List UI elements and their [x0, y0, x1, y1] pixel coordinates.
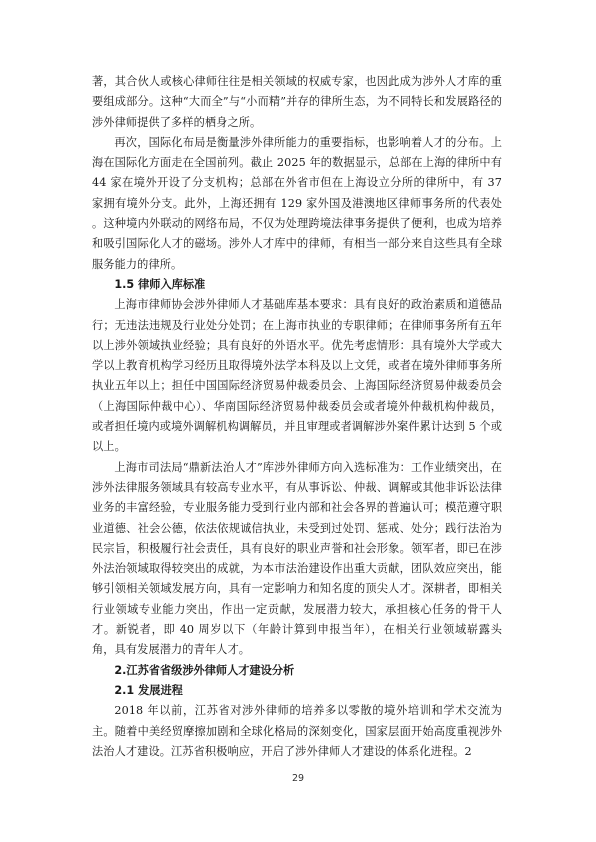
- section-heading-2: 2.江苏省省级涉外律师人才建设分析: [114, 663, 295, 677]
- document-body: [92, 72, 502, 762]
- paragraph-3: 上海市律师协会涉外律师人才基础库基本要求：具有良好的政治素质和道德品行；无违法违规及行业处分处罚；在上海市执业的专职律师；在律师事务所有五年以上涉外领域执业经验；具有良好的外语水平。优先考虑情形：具有境外大学或大学以上教育机构学习经历且取得境外法学本科及以上文凭，或者在境外律师事务所执业五年以上；担任中国国际经济贸易仲裁委员会、上海国际经济贸易仲裁委员会（上海国际仲裁中心）、华南国际经济贸易仲裁委员会或者境外仲裁机构仲裁员，或者担任境内或境外调解机构调解员，并且审理或者调解涉外案件累计达到 5 个或以上。: [92, 298, 502, 454]
- paragraph-2: 再次，国际化布局是衡量涉外律所能力的重要指标，也影响着人才的分布。上海在国际化方面走在全国前列。截止 2025 年的数据显示，总部在上海的律所中有 44 家在境外开设了分支机构；总部在外省市但在上海设立分所的律所中，有 37 家拥有境外分支。此外，上海还拥有 129 家外国及港澳地区律师事务所的代表处 。这种境内外联动的网络布局，不仅为处理跨境法律事务提供了便利，也成为培养和吸引国际化人才的磁场。涉外人才库中的律师，有相当一部分来自这些具有全球服务能力的律所。: [92, 135, 502, 271]
- paragraph-1: 著，其合伙人或核心律师往往是相关领域的权威专家，也因此成为涉外人才库的重要组成部分。这种“大而全”与“小而精”并存的律所生态，为不同特长和发展路径的涉外律师提供了多样的栖身之所。: [92, 75, 502, 129]
- paragraph-4: 上海市司法局“鼎新法治人才”库涉外律师方向入选标准为：工作业绩突出，在涉外法律服务领域具有较高专业水平，有从事诉讼、仲裁、调解或其他非诉讼法律业务的丰富经验，专业服务能力受到行业内部和社会各界的普遍认可；模范遵守职业道德、社会公德，依法依规诚信执业，未受到过处罚、惩戒、处分；践行法治为民宗旨，积极履行社会责任，具有良好的职业声誉和社会形象。领军者，即已在涉外法治领域取得较突出的成就，为本市法治建设作出重大贡献，团队效应突出，能够引领相关领域发展方向，具有一定影响力和知名度的顶尖人才。深耕者，即相关行业领域专业能力突出，作出一定贡献，发展潜力较大，承担核心任务的骨干人才。新锐者，即 40 周岁以下（年龄计算到申报当年），在相关行业领域崭露头角，具有发展潜力的青年人才。: [92, 460, 502, 657]
- section-heading-2-1: 2.1 发展进程: [114, 683, 183, 697]
- page-number: 29: [291, 773, 305, 784]
- paragraph-5: 2018 年以前，江苏省对涉外律师的培养多以零散的境外培训和学术交流为主。随着中美经贸摩擦加剧和全球化格局的深刻变化，国家层面开始高度重视涉外法治人才建设。江苏省积极响应，开启了涉外律师人才建设的体系化进程。2: [92, 704, 502, 758]
- section-heading-1-5: 1.5 律师入库标准: [114, 277, 206, 291]
